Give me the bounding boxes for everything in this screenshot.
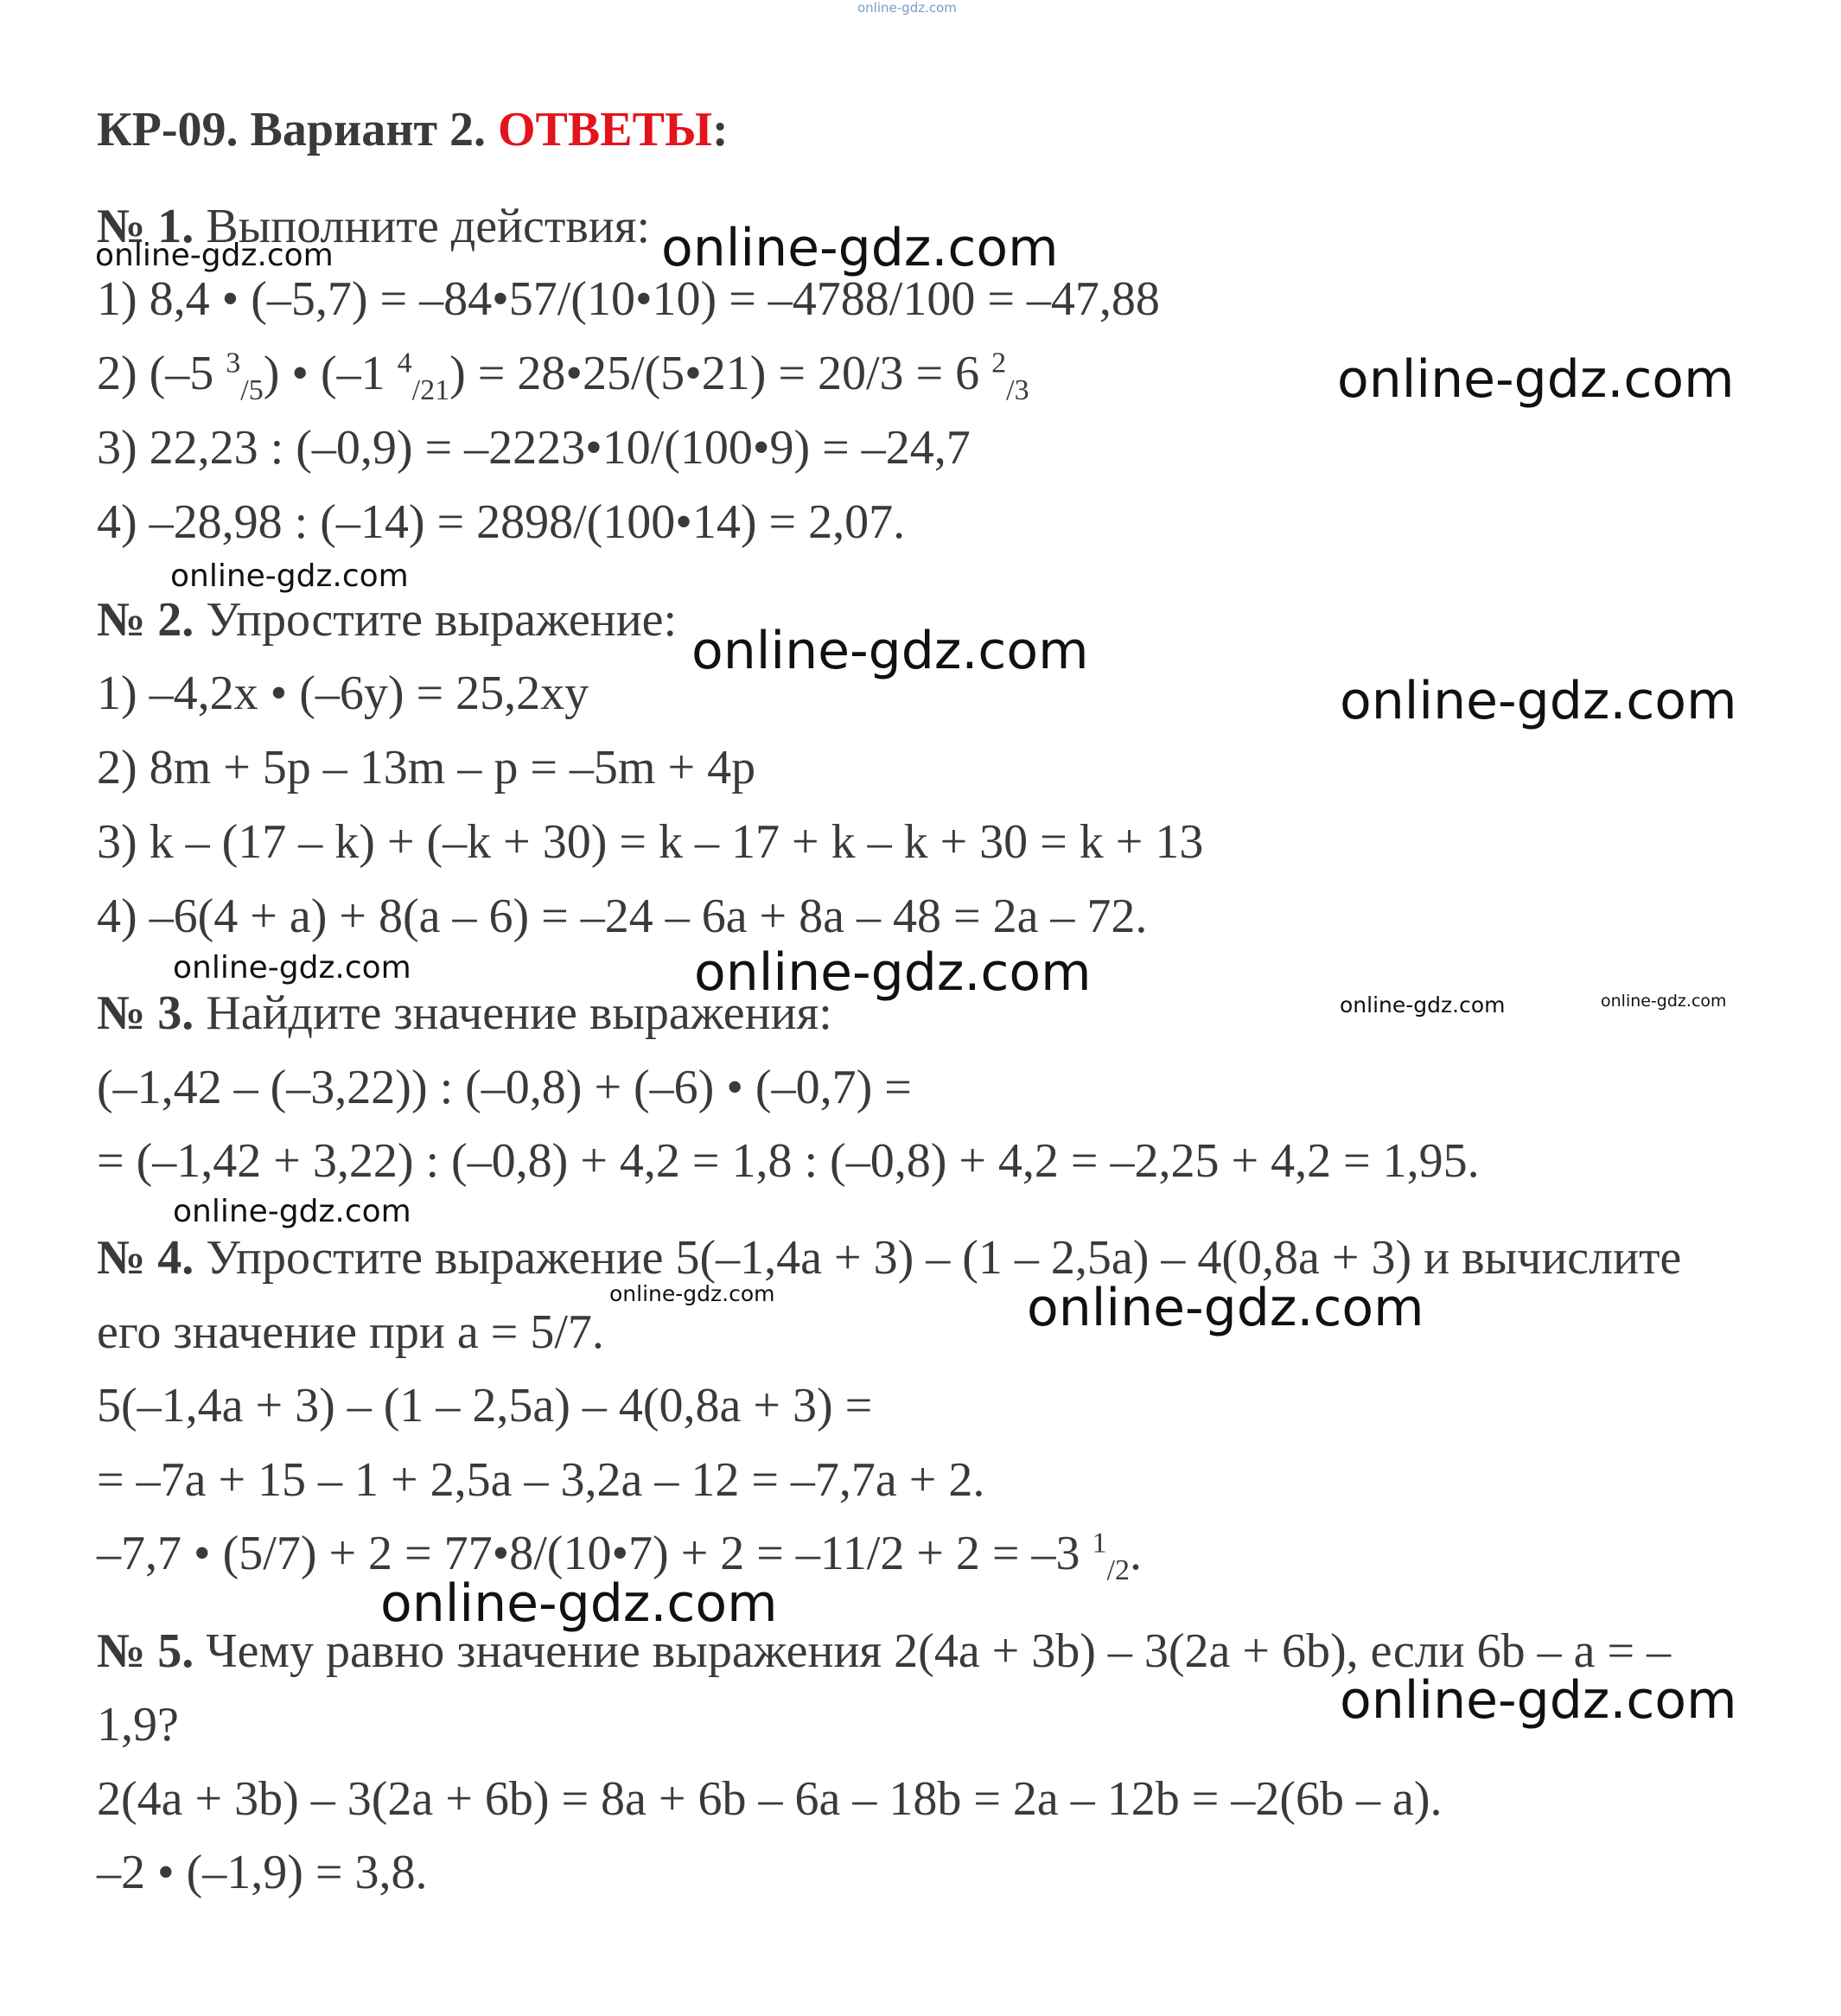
task3-line2: = (–1,42 + 3,22) : (–0,8) + 4,2 = 1,8 : (–0,8) + 4,2 = –2,25 + 4,2 = 1,95.	[97, 1134, 1480, 1188]
watermark: online-gdz.com	[661, 218, 1059, 278]
watermark: online-gdz.com	[1337, 349, 1735, 410]
task1-line1: 1) 8,4 • (–5,7) = –84•57/(10•10) = –4788/100 = –47,88	[97, 272, 1160, 326]
watermark: online-gdz.com	[1340, 992, 1506, 1018]
task1-line3: 3) 22,23 : (–0,9) = –2223•10/(100•9) = –24,7	[97, 421, 971, 475]
task1-line2	[97, 346, 1029, 407]
task3-line1: (–1,42 – (–3,22)) : (–0,8) + (–6) • (–0,7) =	[97, 1061, 912, 1114]
task1-line2-part-a: 2) (–5	[97, 347, 226, 400]
task1-prompt: Выполните действия:	[194, 200, 651, 253]
watermark: online-gdz.com	[694, 942, 1092, 1003]
task2-number: № 2.	[97, 593, 194, 647]
watermark: online-gdz.com	[95, 238, 334, 273]
task4-number: № 4.	[97, 1231, 194, 1285]
task4-prompt: Упростите выражение 5(–1,4a + 3) – (1 – 2,5a) – 4(0,8a + 3) и вычислите	[194, 1231, 1682, 1285]
task4-line3-part-a: –7,7 • (5/7) + 2 = 77•8/(10•7) + 2 = –11/2 + 2 = –3	[97, 1527, 1092, 1580]
watermark: online-gdz.com	[173, 1194, 411, 1229]
task1-line2-sup3: 2	[991, 347, 1007, 380]
title-colon: :	[711, 103, 729, 156]
task4-line2: = –7a + 15 – 1 + 2,5a – 3,2a – 12 = –7,7a + 2.	[97, 1453, 985, 1507]
task5-line2: –2 • (–1,9) = 3,8.	[97, 1846, 428, 1899]
watermark: online-gdz.com	[1340, 671, 1737, 731]
watermark: online-gdz.com	[691, 621, 1089, 681]
task2-line3: 3) k – (17 – k) + (–k + 30) = k – 17 + k – k + 30 = k + 13	[97, 815, 1204, 869]
watermark: online-gdz.com	[609, 1281, 775, 1306]
task1-line2-part-c: ) = 28•25/(5•21) = 20/3 = 6	[449, 347, 992, 400]
watermark-top: online-gdz.com	[857, 0, 957, 16]
watermark: online-gdz.com	[170, 558, 409, 594]
task1-line2-sup1: 3	[226, 347, 241, 380]
task1-number: № 1.	[97, 200, 194, 253]
title-answers: ОТВЕТЫ	[498, 103, 712, 156]
task2-line4: 4) –6(4 + a) + 8(a – 6) = –24 – 6a + 8a – 48 = 2a – 72.	[97, 890, 1148, 943]
task2-prompt: Упростите выражение:	[194, 593, 678, 647]
watermark: online-gdz.com	[1340, 1670, 1737, 1731]
task1-line4: 4) –28,98 : (–14) = 2898/(100•14) = 2,07.	[97, 495, 906, 549]
task1-line2-sub2: /21	[411, 374, 450, 407]
task1-line2-sub1: /5	[240, 374, 264, 407]
task2-heading	[97, 592, 677, 648]
task4-prompt-continued: его значение при a = 5/7.	[97, 1305, 604, 1359]
task1-line2-part-b: ) • (–1	[263, 347, 398, 400]
task5-prompt-continued: 1,9?	[97, 1698, 179, 1751]
task4-line1: 5(–1,4a + 3) – (1 – 2,5a) – 4(0,8a + 3) =	[97, 1379, 873, 1432]
task2-line1: 1) –4,2x • (–6y) = 25,2xy	[97, 667, 589, 720]
watermark: online-gdz.com	[1601, 992, 1727, 1011]
page-title	[97, 102, 729, 157]
watermark: online-gdz.com	[1027, 1278, 1424, 1338]
task1-line2-sup2: 4	[397, 347, 412, 380]
title-main: КР-09. Вариант 2.	[97, 103, 498, 156]
task5-line1: 2(4a + 3b) – 3(2a + 6b) = 8a + 6b – 6a – 18b = 2a – 12b = –2(6b – a).	[97, 1772, 1443, 1826]
task3-number: № 3.	[97, 986, 194, 1040]
task4-line3-sub: /2	[1106, 1554, 1130, 1587]
watermark: online-gdz.com	[173, 950, 411, 986]
task2-line2: 2) 8m + 5p – 13m – p = –5m + 4p	[97, 741, 756, 794]
watermark: online-gdz.com	[380, 1573, 778, 1634]
task4-heading	[97, 1230, 1681, 1286]
task5-number: № 5.	[97, 1624, 194, 1678]
task1-line2-sub3: /3	[1006, 374, 1029, 407]
task4-line3-end: .	[1129, 1527, 1142, 1580]
task3-prompt: Найдите значение выражения:	[194, 986, 832, 1040]
task4-line3-sup: 1	[1092, 1527, 1107, 1560]
task5-prompt: Чему равно значение выражения 2(4a + 3b) – 3(2a + 6b), если 6b – a = –	[194, 1624, 1672, 1678]
